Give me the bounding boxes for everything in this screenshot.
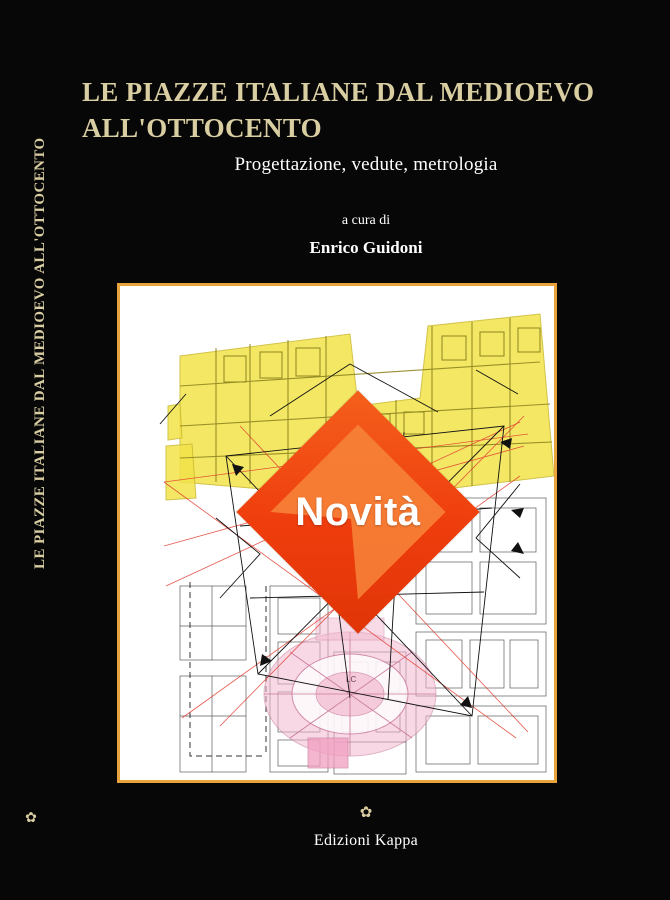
front-panel xyxy=(62,0,670,900)
flower-ornament-icon: ✿ xyxy=(25,811,37,826)
book-spine xyxy=(0,0,62,900)
novita-badge-label: Novità xyxy=(295,489,421,534)
subtitle: Progettazione, vedute, metrologia xyxy=(234,154,498,175)
page-title: LE PIAZZE ITALIANE DAL MEDIOEVO ALL'OTTOCENTO xyxy=(82,77,595,143)
spine-title: LE PIAZZE ITALIANE DAL MEDIOEVO ALL'OTTOCENTO xyxy=(32,137,48,569)
editor-name: Enrico Guidoni xyxy=(309,238,423,257)
publisher-name: Edizioni Kappa xyxy=(313,832,419,849)
flower-ornament-icon: ✿ xyxy=(359,805,373,821)
cover-illustration xyxy=(117,283,557,783)
svg-text:LC: LC xyxy=(346,675,357,684)
edited-by-label: a cura di xyxy=(341,213,391,228)
